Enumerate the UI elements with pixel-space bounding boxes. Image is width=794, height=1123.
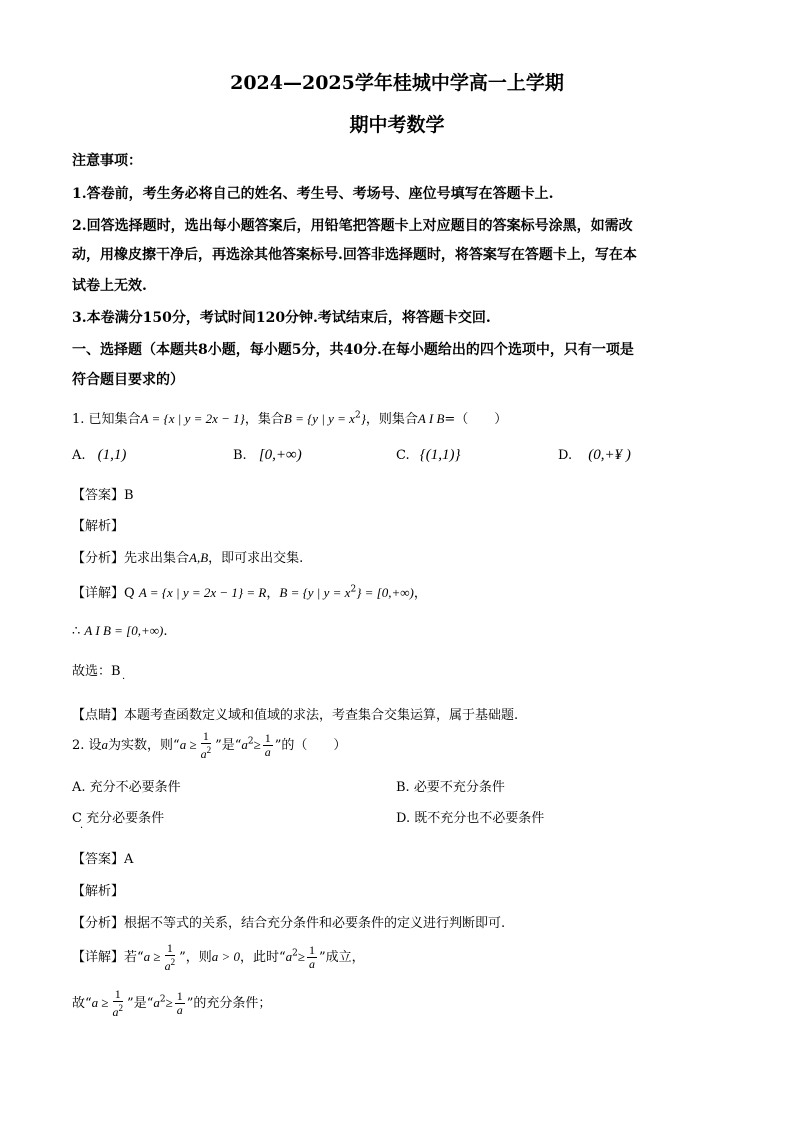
q1-fenxi-sets: A,B xyxy=(189,550,209,565)
q1-analysis-tag: 【解析】 xyxy=(72,519,125,534)
q2-conc-cond2-den: a xyxy=(176,1003,183,1017)
q1-remark-tag: 【点睛】 xyxy=(72,708,125,723)
q2-detail-cond2-den: a xyxy=(309,957,316,971)
q1-detail-set-a: A = {x | y = 2x − 1} = R xyxy=(138,585,267,600)
q1-mid: ，集合 xyxy=(244,412,284,427)
q1-stem xyxy=(72,408,507,427)
exam-title: 2024—2025学年桂城中学高一上学期 xyxy=(230,72,564,94)
q2-cond2-num: 1 xyxy=(264,731,271,745)
q1-ask: ，则集合 xyxy=(365,412,418,427)
q1-option-d-label: D. xyxy=(558,448,573,463)
q1-detail-end: ， xyxy=(413,586,427,601)
q2-option-d: D. 既不充分也不必要条件 xyxy=(396,811,545,826)
q2-detail-if: 若“ xyxy=(124,950,144,965)
q2-conc-cond2-ge: ≥ xyxy=(165,995,173,1010)
q2-analysis-tag: 【解析】 xyxy=(72,884,125,899)
q2-gu: 故“ xyxy=(72,996,92,1011)
q1-option-d xyxy=(558,447,631,464)
q1-option-c-value: {(1,1)} xyxy=(419,447,461,463)
q2-cond2-fraction xyxy=(263,732,273,759)
notes-item-2a: 2.回答选择题时，选出每小题答案后，用铅笔把答题卡上对应题目的答案标号涂黑，如需改 xyxy=(72,218,633,234)
q2-cond1-num: 1 xyxy=(202,729,209,743)
q2-is: ”是“ xyxy=(215,738,242,753)
q1-tail: =（ ） xyxy=(444,412,508,427)
q2-fenxi xyxy=(72,912,505,931)
q1-answer-value: B xyxy=(124,488,134,503)
q2-cond1-den-var: a xyxy=(200,747,207,761)
notes-item-1: 1.答卷前，考生务必将自己的姓名、考生号、考场号、座位号填写在答题卡上. xyxy=(72,186,554,202)
q1-detail-q: Q xyxy=(124,586,135,601)
q2-cond2-exp: 2 xyxy=(247,736,254,747)
q2-cond1-fraction xyxy=(199,730,214,761)
section-heading-line1: 一、选择题（本题共8小题，每小题5分，共40分.在每小题给出的四个选项中，只有一项是 xyxy=(72,342,634,358)
q2-answer-tag: 【答案】 xyxy=(72,852,125,867)
q1-detail-set-b-post: } = [0,+∞) xyxy=(356,585,414,600)
q2-cond2-ge: ≥ xyxy=(253,737,261,752)
q1-set-b-post: } xyxy=(360,411,366,426)
q1-detail-tag: 【详解】 xyxy=(72,586,125,601)
q2-answer-value: A xyxy=(124,852,134,867)
stray-dot-mark-2: · xyxy=(122,674,126,685)
q2-conc-cond2-fraction xyxy=(175,990,185,1017)
q2-cond1-den xyxy=(199,744,214,761)
q1-fenxi-b: ，即可求出交集. xyxy=(208,551,304,566)
q2-conc-cond2-lhs: a xyxy=(153,995,160,1010)
q2-option-a: A. 充分不必要条件 xyxy=(72,780,181,795)
q2-mid: 为实数，则“ xyxy=(108,738,180,753)
q2-detail-cond2-ge: ≥ xyxy=(297,949,306,964)
q1-option-d-value: (0,+¥ ) xyxy=(588,447,631,463)
q1-answer xyxy=(72,484,134,503)
q2-detail-cond2-exp: 2 xyxy=(292,948,298,959)
q2-suff: ”的充分条件； xyxy=(186,996,272,1011)
q1-option-c-label: C. xyxy=(396,448,410,463)
q2-detail-then: ，此时“ xyxy=(240,950,286,965)
q1-option-b xyxy=(233,447,302,464)
q2-option-c: C 充分必要条件 xyxy=(72,811,165,826)
q2-detail-positive: a > 0 xyxy=(211,949,240,964)
q1-remark-text: 本题考查函数定义域和值域的求法，考查集合交集运算，属于基础题. xyxy=(124,708,519,723)
q1-set-b-exp: 2 xyxy=(354,410,361,421)
section-heading-line2: 符合题目要求的） xyxy=(72,372,184,388)
q1-answer-tag: 【答案】 xyxy=(72,488,125,503)
q2-detail-close: ”，则 xyxy=(179,950,212,965)
q2-cond2-den: a xyxy=(264,745,271,759)
q2-detail-cond1-fraction xyxy=(163,942,178,973)
q2-conc-cond1-den xyxy=(111,1002,126,1019)
q2-fenxi-text: 根据不等式的关系，结合充分条件和必要条件的定义进行判断即可. xyxy=(124,916,506,931)
q2-detail-cond1-den xyxy=(163,956,178,973)
q2-detail-cond1-den-var: a xyxy=(164,959,171,973)
q2-stem xyxy=(72,730,346,761)
q1-conclusion xyxy=(72,623,168,639)
q2-cond1-lhs: a ≥ xyxy=(179,737,197,752)
q1-option-a xyxy=(72,447,126,464)
q2-detail-cond1-lhs: a ≥ xyxy=(143,949,161,964)
exam-subtitle: 期中考数学 xyxy=(349,114,445,136)
q1-fenxi-a: 先求出集合 xyxy=(124,551,190,566)
q2-cond2-lhs: a xyxy=(241,737,248,752)
notes-item-3: 3.本卷满分150分，考试时间120分钟.考试结束后，将答题卡交回. xyxy=(72,310,491,326)
q2-conc-cond1-den-exp: 2 xyxy=(118,1003,124,1013)
q1-option-a-value: (1,1) xyxy=(97,447,127,463)
q2-tail: ”的（ ） xyxy=(274,738,347,753)
q1-set-b-pre: B = {y | y = x xyxy=(283,411,355,426)
q1-conclusion-expr: A I B = [0,+∞) xyxy=(84,623,164,638)
q2-option-b: B. 必要不充分条件 xyxy=(396,780,505,795)
notes-item-2c: 试卷上无效. xyxy=(72,278,147,294)
q1-detail-set-b-pre: B = {y | y = x xyxy=(279,585,351,600)
q2-conc-cond1-num: 1 xyxy=(114,987,121,1001)
q2-var: a xyxy=(101,737,109,752)
q2-detail-cond1-den-exp: 2 xyxy=(170,957,176,967)
q2-conc-cond2-exp: 2 xyxy=(159,994,166,1005)
q2-conc-cond2-num: 1 xyxy=(176,989,183,1003)
notes-heading: 注意事项： xyxy=(72,153,142,169)
q2-conc-cond1-lhs: a ≥ xyxy=(91,995,109,1010)
q1-set-a: A = {x | y = 2x − 1} xyxy=(140,411,245,426)
q1-detail xyxy=(72,582,427,601)
q2-cond1-den-exp: 2 xyxy=(206,745,212,755)
q2-conc-cond1-fraction xyxy=(111,988,126,1019)
q1-intersection: A I B xyxy=(417,411,445,426)
q2-conc-cond1-den-var: a xyxy=(112,1005,119,1019)
stray-dot-mark: · xyxy=(80,823,84,834)
q1-fenxi xyxy=(72,547,303,566)
q1-fenxi-tag: 【分析】 xyxy=(72,551,125,566)
q2-fenxi-tag: 【分析】 xyxy=(72,916,125,931)
q1-option-c xyxy=(396,447,461,464)
q2-detail-cond2-fraction xyxy=(307,944,317,971)
q2-detail-tag: 【详解】 xyxy=(72,950,125,965)
notes-item-2b: 动，用橡皮擦干净后，再选涂其他答案标号.回答非选择题时，将答案写在答题卡上，写在本 xyxy=(72,247,637,263)
q2-conclusion xyxy=(72,988,271,1019)
q2-shi: ”是“ xyxy=(127,996,154,1011)
q1-option-b-label: B. xyxy=(233,448,247,463)
q2-detail-holds: ”成立， xyxy=(319,950,365,965)
q2-prefix: 2. 设 xyxy=(72,738,102,753)
q1-therefore: ∴ xyxy=(72,624,81,639)
q1-detail-sep: ， xyxy=(266,586,280,601)
q1-remark xyxy=(72,704,518,723)
q1-detail-set-b-exp: 2 xyxy=(350,584,357,595)
q1-option-a-label: A. xyxy=(72,448,86,463)
q2-detail xyxy=(72,942,365,973)
q2-detail-cond2-lhs: a xyxy=(285,949,293,964)
q1-prefix: 1. 已知集合 xyxy=(72,412,141,427)
q2-detail-cond1-num: 1 xyxy=(166,941,173,955)
q1-option-b-value: [0,+∞) xyxy=(258,447,302,463)
q1-conclusion-end: . xyxy=(163,624,168,639)
q2-answer xyxy=(72,848,133,867)
q1-choose: 故选：B xyxy=(72,664,121,679)
q2-detail-cond2-num: 1 xyxy=(309,943,316,957)
